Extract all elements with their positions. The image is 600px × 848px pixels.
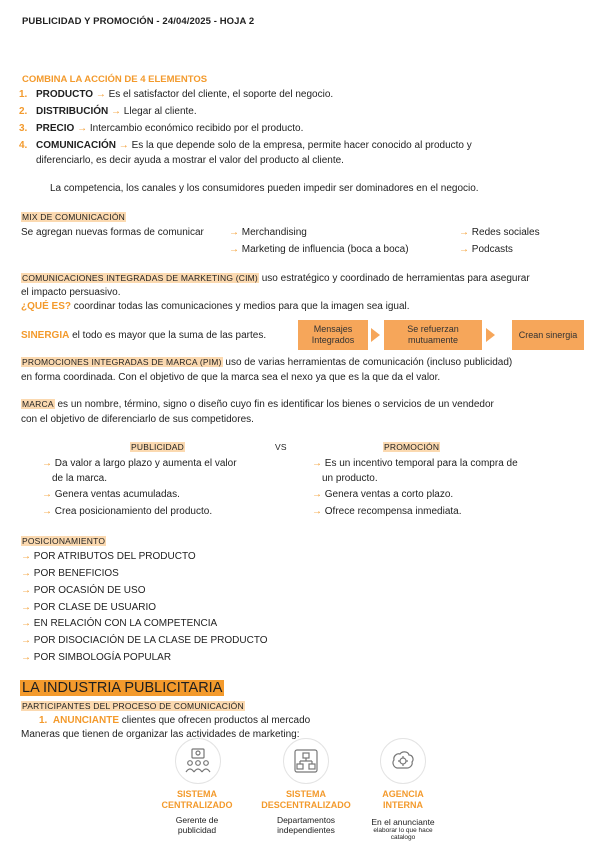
cim-definition bbox=[21, 273, 530, 284]
compare-left-item bbox=[42, 506, 212, 517]
cim-desc: uso estratégico y coordinado de herramientas para asegurar bbox=[261, 273, 530, 284]
pim-desc: uso de varias herramientas de comunicación (incluso publicidad) bbox=[225, 357, 513, 368]
item-number: 2. bbox=[19, 106, 28, 117]
item-text: POR SIMBOLOGÍA POPULAR bbox=[33, 652, 172, 663]
section-heading-combina: COMBINA LA ACCIÓN DE 4 ELEMENTOS bbox=[22, 74, 208, 85]
section-title-industria bbox=[20, 680, 224, 696]
item-desc-continued: diferenciarlo, es decir ayuda a mostrar el valor del producto al cliente. bbox=[36, 155, 344, 166]
icon-title-line: AGENCIA bbox=[382, 789, 424, 799]
item-term: COMUNICACIÓN bbox=[36, 140, 116, 151]
list-item bbox=[21, 652, 171, 663]
arrow-right-icon: → bbox=[21, 551, 31, 562]
pim-definition bbox=[21, 357, 512, 368]
item-text: Da valor a largo plazo y aumenta el valor bbox=[54, 458, 237, 469]
marca-term: MARCA bbox=[22, 399, 54, 409]
arrow-right-icon: → bbox=[21, 602, 31, 613]
arrow-right-icon: → bbox=[459, 244, 469, 255]
item-text: POR BENEFICIOS bbox=[33, 568, 119, 579]
flow-step-3: Crean sinergia bbox=[512, 320, 584, 350]
icon-desc-line: Departamentos bbox=[276, 815, 336, 825]
industria-ways: Maneras que tienen de organizar las actividades de marketing: bbox=[21, 729, 300, 740]
item-text: POR ATRIBUTOS DEL PRODUCTO bbox=[33, 551, 196, 562]
arrow-right-icon: → bbox=[312, 458, 322, 469]
item-text: EN RELACIÓN CON LA COMPETENCIA bbox=[33, 618, 218, 629]
icon-title-line: SISTEMA bbox=[176, 789, 217, 799]
cim-term: COMUNICACIONES INTEGRADAS DE MARKETING (CIM) bbox=[22, 273, 258, 283]
compare-right-item bbox=[312, 506, 462, 517]
compare-right-title bbox=[383, 442, 440, 452]
mix-item bbox=[459, 244, 513, 255]
flow-step-2: Se refuerzan mutuamente bbox=[384, 320, 482, 350]
title-text: LA INDUSTRIA PUBLICITARIA bbox=[22, 680, 223, 696]
compare-left-title bbox=[130, 442, 185, 452]
icon-title-centralizado bbox=[150, 789, 244, 811]
people-group-icon bbox=[175, 738, 221, 784]
heading-text: PARTICIPANTES DEL PROCESO DE COMUNICACIÓN bbox=[22, 701, 244, 711]
cim-question bbox=[21, 301, 410, 312]
list-item bbox=[21, 568, 119, 579]
icon-desc-line: Gerente de bbox=[175, 815, 219, 825]
arrow-right-icon: → bbox=[21, 585, 31, 596]
list-item bbox=[19, 89, 333, 100]
flow-arrow-icon bbox=[371, 328, 380, 342]
mix-item bbox=[459, 227, 540, 238]
sinergia-desc: el todo es mayor que la suma de las partes. bbox=[72, 330, 267, 341]
list-item bbox=[19, 106, 197, 117]
brain-gear-icon bbox=[380, 738, 426, 784]
icon-title-line: CENTRALIZADO bbox=[161, 800, 233, 810]
item-text: Es un incentivo temporal para la compra de bbox=[324, 458, 518, 469]
item-text: POR CLASE DE USUARIO bbox=[33, 602, 157, 613]
arrow-right-icon: → bbox=[229, 244, 239, 255]
title-text: PROMOCIÓN bbox=[384, 442, 440, 452]
item-number: 1. bbox=[19, 89, 28, 100]
icon-title-line: INTERNA bbox=[383, 800, 423, 810]
mix-item bbox=[229, 244, 409, 255]
industria-item bbox=[39, 715, 310, 726]
flow-arrow-icon bbox=[486, 328, 495, 342]
marca-desc: es un nombre, término, signo o diseño cuyo fin es identificar los bienes o servicios de un vendedor bbox=[57, 399, 494, 410]
section-heading-mix bbox=[21, 212, 126, 222]
sinergia-term: SINERGIA bbox=[21, 330, 70, 341]
arrow-right-icon: → bbox=[42, 506, 52, 517]
section-heading-posicionamiento bbox=[21, 536, 106, 546]
arrow-right-icon: → bbox=[21, 568, 31, 579]
icon-title-descentralizado bbox=[254, 789, 358, 811]
arrow-right-icon: → bbox=[118, 140, 129, 151]
title-text: PUBLICIDAD bbox=[131, 442, 185, 452]
icon-desc-line: publicidad bbox=[177, 825, 217, 835]
compare-right-item bbox=[312, 458, 518, 469]
heading-text: MIX DE COMUNICACIÓN bbox=[22, 212, 125, 222]
item-text: POR DISOCIACIÓN DE LA CLASE DE PRODUCTO bbox=[33, 635, 268, 646]
mix-item-label: Redes sociales bbox=[471, 227, 540, 238]
compare-left-item bbox=[42, 458, 237, 469]
arrow-right-icon: → bbox=[459, 227, 469, 238]
compare-left-item-cont: de la marca. bbox=[52, 473, 108, 484]
item-text: Genera ventas a corto plazo. bbox=[324, 489, 454, 500]
list-item bbox=[19, 140, 472, 151]
marca-definition bbox=[21, 399, 494, 410]
question-label: ¿QUÉ ES? bbox=[21, 301, 72, 312]
pim-desc-continued: en forma coordinada. Con el objetivo de que la marca sea el nexo ya que es la que da el valor. bbox=[21, 372, 441, 383]
icon-desc-descentralizado bbox=[254, 815, 358, 835]
item-desc: clientes que ofrecen productos al mercado bbox=[121, 715, 311, 726]
pim-term: PROMOCIONES INTEGRADAS DE MARCA (PIM) bbox=[22, 357, 222, 367]
compare-left-item bbox=[42, 489, 180, 500]
industria-subheading bbox=[21, 701, 245, 711]
item-text: Crea posicionamiento del producto. bbox=[54, 506, 213, 517]
item-number: 3. bbox=[19, 123, 28, 134]
org-chart-icon bbox=[283, 738, 329, 784]
cim-desc-continued: el impacto persuasivo. bbox=[21, 287, 121, 298]
mix-intro: Se agregan nuevas formas de comunicar bbox=[21, 227, 204, 238]
icon-desc-centralizado bbox=[150, 815, 244, 835]
mix-item-label: Merchandising bbox=[241, 227, 307, 238]
item-term: PRODUCTO bbox=[36, 89, 94, 100]
item-text: POR OCASIÓN DE USO bbox=[33, 585, 146, 596]
arrow-right-icon: → bbox=[312, 489, 322, 500]
arrow-right-icon: → bbox=[21, 618, 31, 629]
item-term: ANUNCIANTE bbox=[52, 715, 120, 726]
item-number: 4. bbox=[19, 140, 28, 151]
item-term: DISTRIBUCIÓN bbox=[36, 106, 109, 117]
mix-item-label: Marketing de influencia (boca a boca) bbox=[241, 244, 409, 255]
icon-desc-line: catalogo bbox=[390, 834, 416, 841]
item-number: 1. bbox=[39, 715, 48, 726]
compare-vs: VS bbox=[275, 442, 287, 452]
flow-step-1: Mensajes Integrados bbox=[298, 320, 368, 350]
item-desc: Llegar al cliente. bbox=[123, 106, 197, 117]
arrow-right-icon: → bbox=[21, 652, 31, 663]
mix-item-label: Podcasts bbox=[471, 244, 513, 255]
list-item bbox=[19, 123, 303, 134]
arrow-right-icon: → bbox=[312, 506, 322, 517]
list-item bbox=[21, 618, 217, 629]
sinergia-definition bbox=[21, 330, 266, 341]
compare-right-item-cont: un producto. bbox=[322, 473, 378, 484]
list-item bbox=[21, 602, 156, 613]
compare-right-item bbox=[312, 489, 453, 500]
icon-desc-agencia bbox=[352, 817, 454, 841]
heading-text: POSICIONAMIENTO bbox=[22, 536, 106, 546]
icon-desc-line: elaborar lo que hace bbox=[373, 827, 433, 834]
list-item bbox=[21, 551, 196, 562]
note-text: La competencia, los canales y los consumidores pueden impedir ser dominadores en el negocio. bbox=[50, 183, 479, 194]
arrow-right-icon: → bbox=[77, 123, 88, 134]
item-desc: Es el satisfactor del cliente, el soporte del negocio. bbox=[108, 89, 334, 100]
icon-desc-line: En el anunciante bbox=[371, 817, 435, 827]
mix-item bbox=[229, 227, 307, 238]
list-item bbox=[21, 585, 145, 596]
icon-title-agencia bbox=[358, 789, 448, 811]
arrow-right-icon: → bbox=[111, 106, 122, 117]
item-text: Ofrece recompensa inmediata. bbox=[324, 506, 462, 517]
arrow-right-icon: → bbox=[229, 227, 239, 238]
arrow-right-icon: → bbox=[42, 458, 52, 469]
icon-desc-line: independientes bbox=[277, 825, 335, 835]
icon-title-line: DESCENTRALIZADO bbox=[261, 800, 351, 810]
icon-title-line: SISTEMA bbox=[285, 789, 326, 799]
item-desc: Intercambio económico recibido por el producto. bbox=[89, 123, 304, 134]
item-text: Genera ventas acumuladas. bbox=[54, 489, 180, 500]
arrow-right-icon: → bbox=[42, 489, 52, 500]
item-desc: Es la que depende solo de la empresa, permite hacer conocido al producto y bbox=[131, 140, 472, 151]
item-term: PRECIO bbox=[36, 123, 75, 134]
marca-desc-continued: con el objetivo de diferenciarlo de sus competidores. bbox=[21, 414, 254, 425]
question-answer: coordinar todas las comunicaciones y medios para que la imagen sea igual. bbox=[73, 301, 410, 312]
arrow-right-icon: → bbox=[95, 89, 106, 100]
arrow-right-icon: → bbox=[21, 635, 31, 646]
page-title: PUBLICIDAD Y PROMOCIÓN - 24/04/2025 - HOJA 2 bbox=[22, 16, 255, 27]
list-item bbox=[21, 635, 268, 646]
